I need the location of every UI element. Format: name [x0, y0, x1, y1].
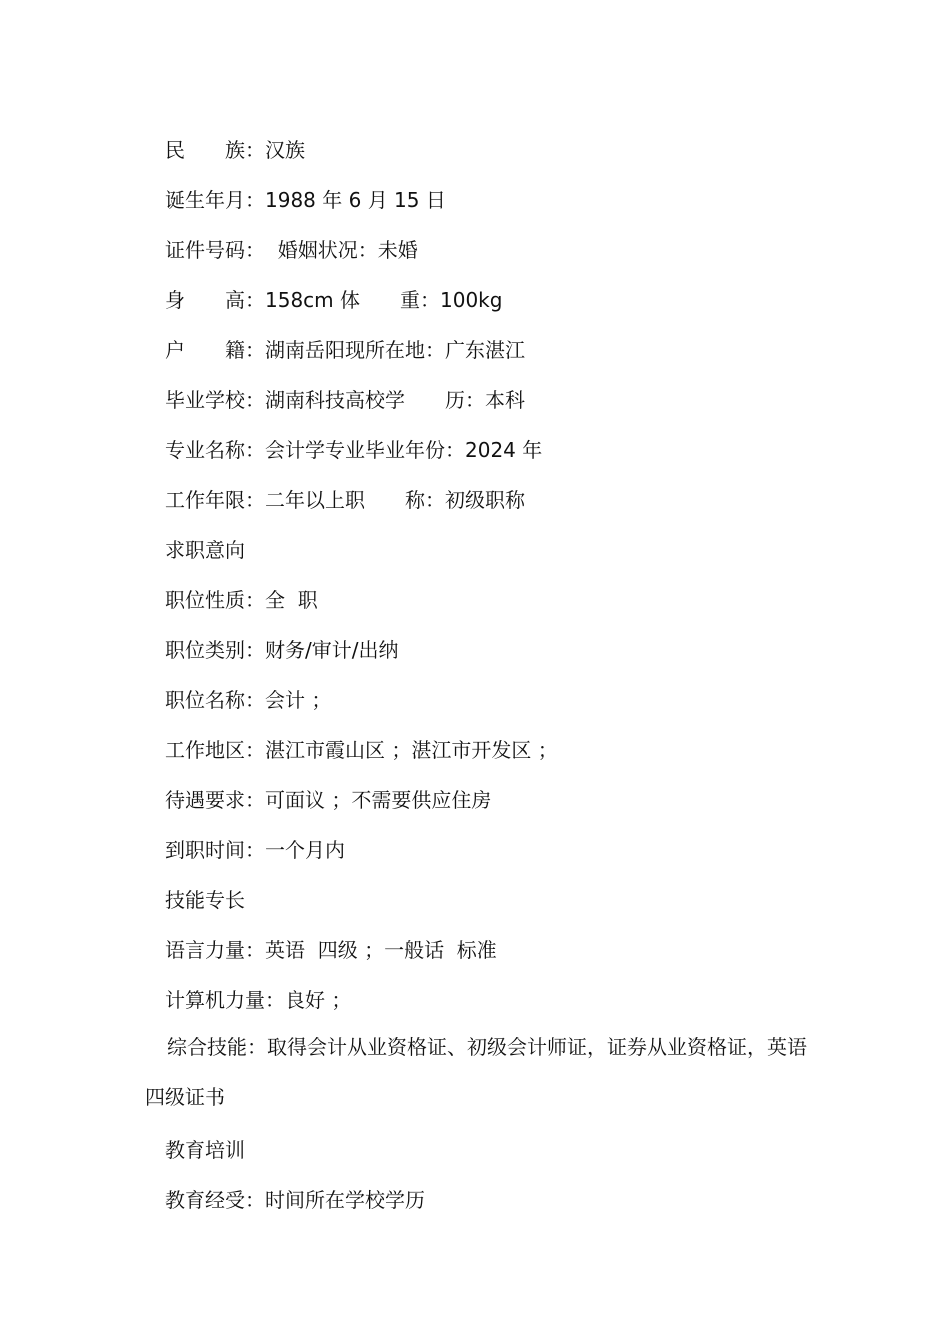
- computer-ability-line: 计算机力量：良好 ；: [165, 988, 352, 1012]
- section-heading-education: 教育培训: [165, 1138, 245, 1162]
- school-degree-line: 毕业学校：湖南科技高校学 历：本科: [165, 388, 525, 412]
- comprehensive-skills-paragraph: 综合技能：取得会计从业资格证、初级会计师证，证券从业资格证，英语四级证书: [145, 1035, 807, 1109]
- ethnicity-line: 民 族：汉族: [165, 138, 305, 162]
- job-nature-line: 职位性质：全 职: [165, 588, 318, 612]
- hukou-location-line: 户 籍：湖南岳阳现所在地：广东湛江: [165, 338, 525, 362]
- job-category-line: 职位类别：财务/审计/出纳: [165, 638, 399, 662]
- education-experience-line: 教育经受：时间所在学校学历: [165, 1188, 425, 1212]
- section-heading-job-intention: 求职意向: [165, 538, 245, 562]
- height-weight-line: 身 高：158cm 体 重：100kg: [165, 288, 503, 312]
- work-area-line: 工作地区：湛江市霞山区 ；湛江市开发区 ；: [165, 738, 558, 762]
- birth-date-line: 诞生年月：1988 年 6 月 15 日: [165, 188, 446, 212]
- salary-requirement-line: 待遇要求：可面议 ；不需要供应住房: [165, 788, 492, 812]
- start-time-line: 到职时间：一个月内: [165, 838, 345, 862]
- experience-title-line: 工作年限：二年以上职 称：初级职称: [165, 488, 525, 512]
- major-graduation-line: 专业名称：会计学专业毕业年份：2024 年: [165, 438, 543, 462]
- section-heading-skills: 技能专长: [165, 888, 245, 912]
- id-marital-line: 证件号码： 婚姻状况：未婚: [165, 238, 418, 262]
- language-ability-line: 语言力量：英语 四级 ；一般话 标准: [165, 938, 497, 962]
- job-title-line: 职位名称：会计 ；: [165, 688, 332, 712]
